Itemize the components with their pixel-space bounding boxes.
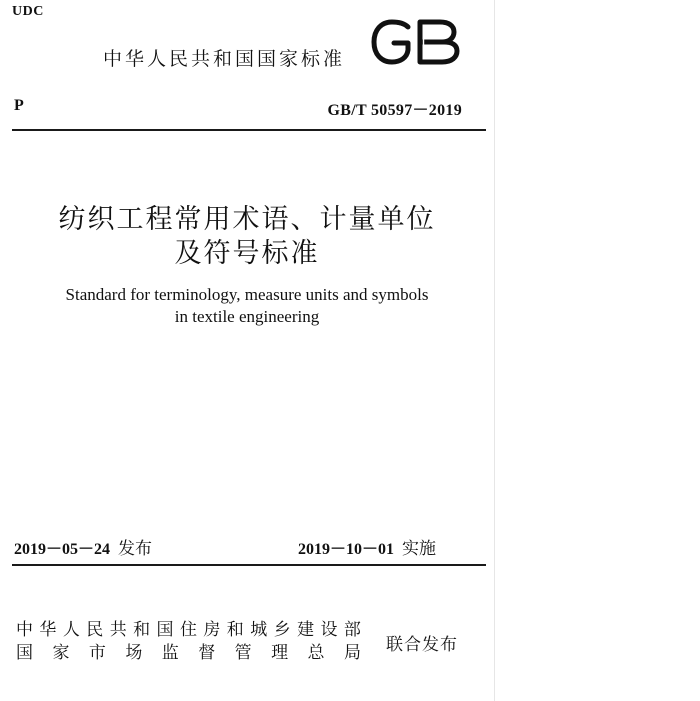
- implementation-date-line: [298, 534, 436, 559]
- issuer-character: 和: [226, 620, 244, 640]
- chinese-title-line-1: 纺织工程常用术语、计量单位: [58, 204, 436, 235]
- issuer-line-1: [16, 619, 361, 642]
- issue-date: 2019－05－24: [14, 541, 111, 558]
- implementation-label: 实施: [402, 539, 437, 559]
- issuer-character: 设: [320, 620, 338, 640]
- national-standard-heading: 中华人民共和国国家标准: [103, 48, 346, 70]
- issuer-character: 局: [343, 643, 361, 663]
- issuer-character: 住: [179, 620, 197, 640]
- bottom-divider: [12, 564, 486, 566]
- issuer-character: 共: [109, 620, 127, 640]
- english-title-line-2: in textile engineering: [174, 307, 320, 326]
- issuer-character: 总: [307, 643, 325, 663]
- classification-code: P: [14, 97, 24, 114]
- issuer-character: 乡: [273, 620, 291, 640]
- issuer-character: 国: [156, 620, 174, 640]
- implementation-date: 2019－10－01: [298, 541, 395, 558]
- issuer-character: 城: [250, 620, 268, 640]
- joint-issue-label: 联合发布: [386, 635, 458, 655]
- issuer-character: 督: [198, 643, 216, 663]
- chinese-title: [0, 203, 494, 271]
- issue-date-line: [14, 534, 152, 559]
- top-divider: [12, 129, 486, 131]
- issue-label: 发布: [118, 539, 153, 559]
- issuer-character: 监: [161, 643, 179, 663]
- issuing-authorities: [16, 619, 361, 665]
- issuer-character: 市: [88, 643, 106, 663]
- english-title-line-1: Standard for terminology, measure units and symbols: [65, 285, 429, 304]
- issuer-character: 人: [62, 620, 80, 640]
- gb-logo: [370, 18, 462, 66]
- issuer-character: 民: [86, 620, 104, 640]
- issuer-character: 和: [133, 620, 151, 640]
- issuer-character: 理: [271, 643, 289, 663]
- issuer-character: 场: [125, 643, 143, 663]
- standard-number: GB/T 50597－2019: [327, 102, 462, 119]
- issuer-character: 中: [16, 620, 33, 640]
- chinese-title-line-2: 及符号标准: [174, 238, 320, 269]
- udc-label: UDC: [12, 4, 44, 19]
- issuer-character: 管: [234, 643, 252, 663]
- issuer-character: 建: [297, 620, 315, 640]
- english-title: [0, 284, 494, 328]
- issuer-character: 华: [39, 620, 57, 640]
- issuer-character: 家: [52, 643, 70, 663]
- issuer-line-2: [16, 642, 361, 665]
- issuer-character: 国: [16, 643, 33, 663]
- issuer-character: 部: [343, 620, 361, 640]
- issuer-character: 房: [203, 620, 221, 640]
